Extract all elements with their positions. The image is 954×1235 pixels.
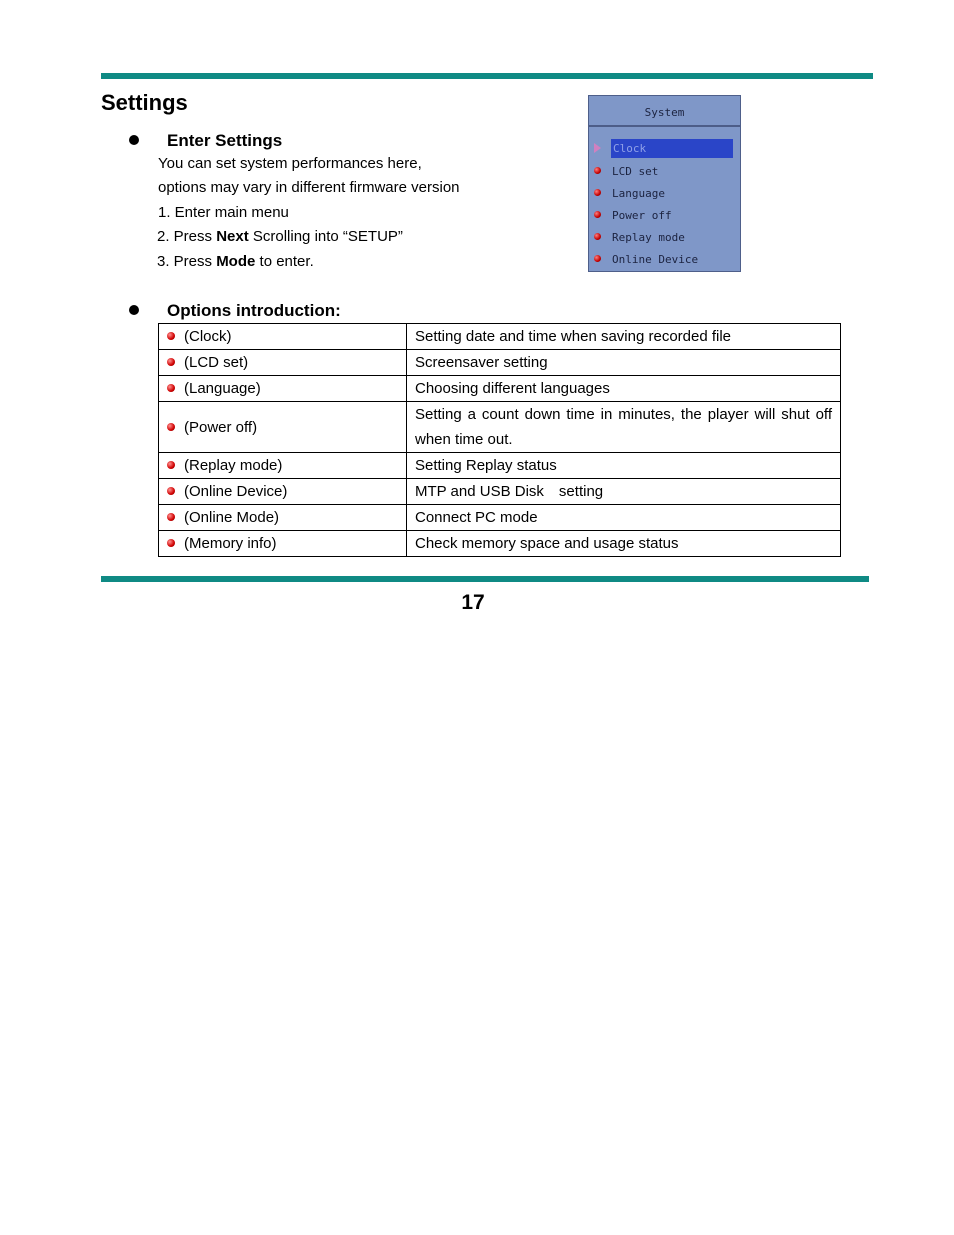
step-1: 1. Enter main menu (158, 204, 289, 221)
red-dot-icon (167, 513, 175, 521)
table-row (159, 350, 841, 376)
device-menu-item: Online Device (589, 251, 740, 272)
red-dot-icon (594, 189, 601, 196)
step-2: 2. Press Next Scrolling into “SETUP” (157, 228, 403, 245)
table-row (159, 531, 841, 557)
red-dot-icon (594, 255, 601, 262)
page-title: Settings (101, 90, 188, 115)
description-cell: Setting a count down time in minutes, the player will shut off when time out. (407, 402, 841, 453)
options-table (158, 323, 841, 557)
red-dot-icon (594, 211, 601, 218)
description-cell: MTP and USB Disk setting (407, 479, 841, 505)
device-menu-item: Language (589, 185, 740, 207)
description-cell: Check memory space and usage status (407, 531, 841, 557)
red-dot-icon (167, 423, 175, 431)
bullet-icon (129, 135, 139, 145)
device-menu-item: LCD set (589, 163, 740, 185)
red-dot-icon (167, 384, 175, 392)
device-menu-item: Replay mode (589, 229, 740, 251)
red-dot-icon (594, 167, 601, 174)
step-3: 3. Press Mode to enter. (157, 253, 314, 270)
red-dot-icon (167, 539, 175, 547)
table-row (159, 376, 841, 402)
red-dot-icon (594, 233, 601, 240)
description-cell: Setting Replay status (407, 453, 841, 479)
red-dot-icon (167, 332, 175, 340)
enter-settings-line: options may vary in different firmware version (158, 179, 460, 196)
table-row (159, 402, 841, 453)
device-screen-divider (589, 125, 740, 127)
options-heading: Options introduction: (167, 301, 341, 320)
option-cell: (Online Mode) (159, 505, 407, 531)
selection-arrow-icon (594, 143, 601, 153)
device-menu-item: Clock (589, 140, 740, 162)
red-dot-icon (167, 461, 175, 469)
description-cell: Setting date and time when saving recorded file (407, 324, 841, 350)
bullet-icon (129, 305, 139, 315)
table-row (159, 453, 841, 479)
description-cell: Connect PC mode (407, 505, 841, 531)
bottom-divider (101, 576, 869, 582)
description-cell: Choosing different languages (407, 376, 841, 402)
red-dot-icon (167, 487, 175, 495)
option-cell: (Replay mode) (159, 453, 407, 479)
option-cell: (Clock) (159, 324, 407, 350)
option-cell: (Language) (159, 376, 407, 402)
table-row (159, 505, 841, 531)
device-screen-title: System (644, 106, 685, 119)
device-menu-item: Power off (589, 207, 740, 229)
table-row (159, 479, 841, 505)
device-screen-image (588, 95, 741, 272)
option-cell: (Memory info) (159, 531, 407, 557)
page-number: 17 (461, 591, 485, 614)
enter-settings-line: You can set system performances here, (158, 155, 422, 172)
description-cell: Screensaver setting (407, 350, 841, 376)
top-divider (101, 73, 873, 79)
option-cell: (Online Device) (159, 479, 407, 505)
table-row (159, 324, 841, 350)
option-cell: (LCD set) (159, 350, 407, 376)
red-dot-icon (167, 358, 175, 366)
enter-settings-heading: Enter Settings (167, 131, 283, 150)
option-cell: (Power off) (159, 402, 407, 453)
